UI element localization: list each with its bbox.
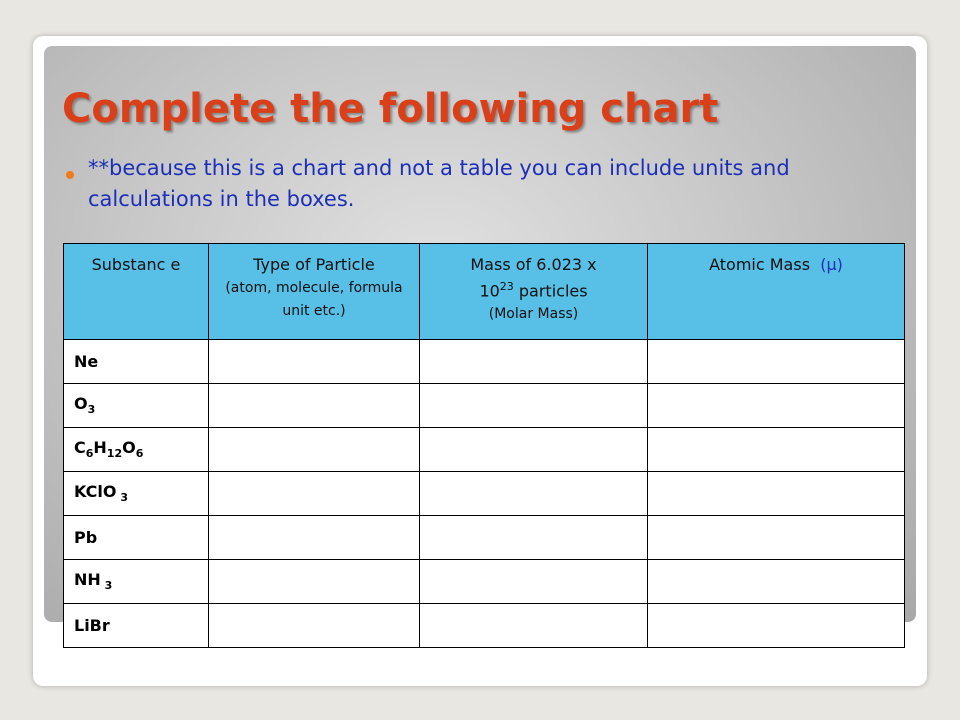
answer-cell[interactable] — [648, 604, 905, 648]
slide-note: **because this is a chart and not a table you can include units and calculations in the boxes. — [88, 156, 790, 211]
header-mass — [420, 244, 648, 340]
formula-subscript: 3 — [116, 491, 128, 505]
table-row — [64, 428, 905, 472]
header-substance: Substanc e — [64, 244, 209, 340]
formula-subscript: 3 — [100, 579, 113, 593]
formula-subscript: 6 — [85, 447, 94, 461]
header-atomic-mass — [648, 244, 905, 340]
header-mass-rest: particles — [513, 281, 588, 301]
substance-cell — [64, 340, 209, 384]
formula-text: C — [74, 438, 86, 458]
answer-cell[interactable] — [648, 340, 905, 384]
header-mass-sub: (Molar Mass) — [488, 306, 579, 323]
answer-cell[interactable] — [420, 560, 648, 604]
table-row — [64, 340, 905, 384]
answer-cell[interactable] — [209, 604, 420, 648]
answer-cell[interactable] — [209, 428, 420, 472]
table-row — [64, 516, 905, 560]
table-row — [64, 472, 905, 516]
answer-cell[interactable] — [209, 560, 420, 604]
formula-text: Pb — [74, 528, 98, 547]
answer-cell[interactable] — [209, 384, 420, 428]
substance-cell — [64, 604, 209, 648]
formula-text: Ne — [74, 352, 99, 371]
formula-text: H — [93, 438, 107, 458]
answer-cell[interactable] — [420, 604, 648, 648]
answer-cell[interactable] — [420, 472, 648, 516]
answer-cell[interactable] — [420, 516, 648, 560]
answer-cell[interactable] — [648, 516, 905, 560]
formula-subscript: 12 — [106, 447, 123, 461]
header-mass-exp: 23 — [499, 280, 514, 293]
table-row — [64, 384, 905, 428]
answer-cell[interactable] — [209, 472, 420, 516]
substance-cell — [64, 516, 209, 560]
substance-cell — [64, 384, 209, 428]
formula-text: KClO — [74, 482, 117, 502]
header-mass-base: 10 — [479, 281, 500, 301]
table-header-row — [64, 244, 905, 340]
formula-text: NH — [74, 570, 101, 590]
substance-cell — [64, 560, 209, 604]
bullet-dot-icon — [66, 171, 74, 179]
header-atomic-unit: (μ) — [820, 255, 843, 274]
answer-cell[interactable] — [209, 340, 420, 384]
formula-text: O — [122, 438, 136, 458]
table-row — [64, 604, 905, 648]
header-atomic-main: Atomic Mass — [709, 255, 821, 274]
header-particle-main: Type of Particle — [253, 255, 375, 274]
slide-title: Complete the following chart — [62, 86, 719, 132]
answer-cell[interactable] — [420, 428, 648, 472]
answer-cell[interactable] — [648, 384, 905, 428]
header-mass-line1: Mass of 6.023 x — [470, 255, 597, 274]
substance-cell — [64, 472, 209, 516]
formula-subscript: 3 — [87, 403, 96, 417]
header-particle — [209, 244, 420, 340]
answer-cell[interactable] — [420, 384, 648, 428]
answer-cell[interactable] — [648, 560, 905, 604]
answer-cell[interactable] — [648, 472, 905, 516]
answer-cell[interactable] — [420, 340, 648, 384]
answer-cell[interactable] — [648, 428, 905, 472]
formula-text: LiBr — [74, 616, 110, 635]
formula-text: O — [74, 394, 88, 414]
answer-cell[interactable] — [209, 516, 420, 560]
header-particle-sub: (atom, molecule, formula unit etc.) — [225, 280, 403, 319]
table-row — [64, 560, 905, 604]
substance-cell — [64, 428, 209, 472]
chart-table — [63, 243, 905, 648]
formula-subscript: 6 — [135, 447, 144, 461]
